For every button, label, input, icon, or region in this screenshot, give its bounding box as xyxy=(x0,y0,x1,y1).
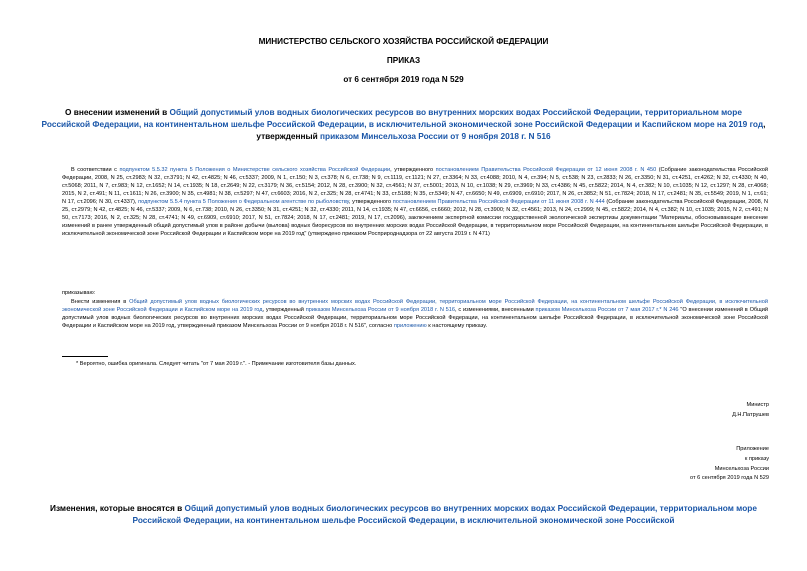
basis-paragraph xyxy=(62,166,768,238)
title-link-order-516[interactable]: приказом Минсельхоза России от 9 ноября 2018 г. N 516 xyxy=(319,131,551,141)
link-order-246[interactable]: приказом Минсельхоза России от 7 мая 2017 г.* N 246 xyxy=(535,307,679,314)
appendix-line: Приложение xyxy=(736,446,769,452)
appendix-title-link[interactable]: Общий допустимый улов водных биологических ресурсов во внутренних морских водах Российской Федерации, территориальном море Российской Федерации, на континентальном шельфе Российской Федерации, в исключительной экономической зоне Российской xyxy=(132,503,757,525)
link-tac-2019[interactable]: Общий допустимый улов водных биологических ресурсов во внутренних морских водах Российской Федерации, территориальном море Российской Федерации, на континентальном шельфе Российской Федерации, в исключительной экономической зоне Российской Федерации и Каспийском море на 2019 год xyxy=(62,299,768,314)
order-label: приказываю: xyxy=(62,290,96,296)
p2-text-2: , утвержденный xyxy=(262,307,306,314)
p2-text-5: к настоящему приказу. xyxy=(426,323,488,330)
footnote-divider xyxy=(62,356,108,357)
p2-text-3: , с изменениями, внесенными xyxy=(455,307,536,314)
order-paragraph xyxy=(62,298,768,330)
p1-text-1: В соответствии с xyxy=(71,167,120,173)
doc-type-heading: ПРИКАЗ xyxy=(386,56,421,65)
link-government-decree-444[interactable]: постановлением Правительства Российской Федерации от 11 июня 2008 г. N 444 xyxy=(392,199,605,206)
appendix-title-prefix: Изменения, которые вносятся в xyxy=(50,503,185,513)
appendix-block xyxy=(690,445,769,484)
link-ministry-regulation[interactable]: подпунктом 5.5.32 пункта 5 Положения о Министерстве сельского хозяйства Российской Федерации xyxy=(119,167,391,173)
title-link-tac[interactable]: Общий допустимый улов водных биологических ресурсов во внутренних морских водах Российской Федерации, территориальном море Российской Федерации, на континентальном шельфе Российской Федерации, в исключительной экономической зоне Российской Федерации и Каспийском море на 2019 год xyxy=(41,107,764,129)
appendix-title xyxy=(40,502,767,526)
appendix-line: Минсельхоза России xyxy=(714,465,769,472)
link-appendix[interactable]: приложению xyxy=(393,323,427,330)
p1-text-5: (Собрание законодательства Российской Федерации, 2008, N 25, ст.2979; N 42, ст.4825; N 46, ст.5337; 2009, N 6, ст.738; 2010, N 26, ст.3350; N 31, ст.4251; N 32, ст.4330; 2011, N 14, ст.1935; N 47, ст.6656, ст.6660; 2012, N 28, ст.3900; N 32, ст.4561; 2013, N 24, ст.2999; N 45, ст.5822; 2014, N 4, ст.382; N 10, ст.1035; 2015, N 2, ст.491; N 50, ст.7173; 2016, N 2, ст.325; N 28, ст.4741; N 49, ст.6909, ст.6910; 2017, N 51, ст.7824; 2018, N 17, ст.2481; 2019, N 17, ст.2096), заключением экспертной комиссии государственной экологической экспертизы документации "Материалы, обосновывающие внесение изменений в ранее утвержденный общий допустимый улов в районе добычи (вылова) водных биоресурсов во внутренних морских водах Российской Федерации, в территориальном море Российской Федерации, на континентальном шельфе Российской Федерации, в исключительной экономической зоне Российской Федерации и Каспийском море на 2019 год" (утверждено приказом Росприроднадзора от 22 августа 2019 г. N 471) xyxy=(62,199,769,238)
link-fishery-agency-regulation[interactable]: подпунктом 5.5.4 пункта 5 Положения о Федеральном агентстве по рыболовству xyxy=(138,199,349,206)
title-mid: , утвержденный xyxy=(256,119,766,141)
title-prefix: О внесении изменений в xyxy=(65,107,170,117)
signature-block xyxy=(732,401,769,421)
appendix-line: от 6 сентября 2019 года N 529 xyxy=(690,475,769,482)
doc-date-number: от 6 сентября 2019 года N 529 xyxy=(343,75,464,84)
signature-role: Министр xyxy=(746,402,769,408)
p2-text-4: "О внесении изменений в Общий допустимый улов водных биологических ресурсов во внутренних морских водах Российской Федерации, территориальном море Российской Федерации, на континентальном шельфе Российской Федерации, в исключительной экономической зоне Российской Федерации и Каспийском море на 2019 год, утвержденный приказом Минсельхоза России от 9 ноября 2018 г. N 516", согласно xyxy=(62,307,768,330)
document-title xyxy=(40,106,767,142)
appendix-line: к приказу xyxy=(744,455,769,462)
p1-text-4: , утвержденного xyxy=(348,199,393,206)
p2-text-1: Внести изменения в xyxy=(71,299,130,305)
link-order-516[interactable]: приказом Минсельхоза России от 9 ноября 2018 г. N 516 xyxy=(305,307,456,314)
signature-name: Д.Н.Патрушев xyxy=(732,411,769,418)
link-government-decree-450[interactable]: постановлением Правительства Российской Федерации от 12 июня 2008 г. N 450 xyxy=(435,167,657,173)
ministry-heading: МИНИСТЕРСТВО СЕЛЬСКОГО ХОЗЯЙСТВА РОССИЙСКОЙ ФЕДЕРАЦИИ xyxy=(258,37,549,46)
p1-text-3: (Собрание законодательства Российской Федерации, 2008, N 25, ст.2983; N 32, ст.3791; N 42, ст.4825; N 46, ст.5337; 2009, N 1, ст.150; N 3, ст.378; N 6, ст.738; N 9, ст.1119, ст.1121; N 27, ст.3364; N 33, ст.4088; 2010, N 4, ст.394; N 5, ст.538; N 23, ст.2833; N 26, ст.3350; N 31, ст.4251, ст.4262; N 32, ст.4330; N 40, ст.5068; 2011, N 7, ст.983; N 12, ст.1652; N 14, ст.1935; N 18, ст.2649; N 22, ст.3179; N 36, ст.5154; 2012, N 28, ст.3900; N 32, ст.4561; N 37, ст.5001; 2013, N 10, ст.1038; N 29, ст.3969; N 33, ст.4386; N 45, ст.5822; 2014, N 4, ст.382; N 10, ст.1035; N 12, ст.1297; N 28, ст.4068; 2015, N 2, ст.491; N 11, ст.1611; N 26, ст.3900; N 35, ст.4981; N 38, ст.5297; N 47, ст.6603; 2016, N 2, ст.325; N 28, ст.4741; N 33, ст.5188; N 35, ст.5349; N 47, ст.6650; N 49, ст.6909, ст.6910; 2017, N 26, ст.3852; N 51, ст.7824; 2018, N 17, ст.2481; N 35, ст.5549; 2019, N 1, ст.61; N 17, ст.2096; N 30, ст.4337), xyxy=(62,167,769,206)
p1-text-2: , утвержденного xyxy=(390,167,436,173)
footnote: * Вероятно, ошибка оригинала. Следует читать "от 7 мая 2019 г.". - Примечание изготовителя базы данных. xyxy=(76,361,357,367)
